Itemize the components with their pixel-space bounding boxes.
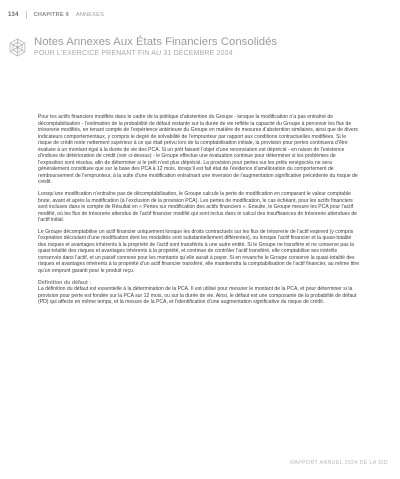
definition-heading: Définition du défaut : — [38, 279, 91, 286]
sid-geometric-logo-icon — [8, 38, 27, 57]
page-subtitle: POUR L’EXERCICE PRENANT FIN AU 31 DÉCEMBRE 2024 — [34, 50, 233, 57]
page-number: 134 — [8, 12, 19, 18]
body-content — [38, 114, 360, 311]
top-bar — [8, 10, 392, 20]
page-title: Notes Annexes Aux États Financiers Consolidés — [34, 36, 278, 48]
paragraph-default-definition: La définition du défaut est essentielle à la détermination de la PCA. Il est utilisé pour mesurer le montant de la PCA, et pour déterminer si la provision pour perte est fondée sur la PCA sur 12 mois, ou sur la durée de vie. Ainsi, le défaut est une composante de la probabilité de défaut (PD) qui affecte en même temps, et la mesure de la PCA, et l’identification d’une augmentation significative du risque de crédit. — [38, 286, 357, 306]
paragraph-forbearance-ecl: Pour les actifs financiers modifiés dans le cadre de la politique d’abstention du Groupe - lorsque la modification n’a pas entraîné de décomptabilisation - l’estimation de la probabilité de défaut restante sur la durée de vie reflète la capacité du Groupe à percevoir les flux de trésorerie modifiés, en tenant compte de l’expérience antérieure du Groupe en matière de mesures d’abstention similaires, ainsi que de divers indicateurs comportementaux, y compris le degré de solvabilité de l’emprunteur par rapport aux conditions contractuelles modifiées. Si le risque de crédit reste nettement supérieur à ce qui était prévu lors de la comptabilisation initiale, la provision pour pertes continuera d’être évaluée à un montant égal à la durée de vie des PCA. Si un prêt faisant l’objet d’une renonciation est déprécié - en raison de l’existence d’indices de détérioration de crédit (voir ci-dessus) - le Groupe effectue une évaluation continue pour déterminer si les problèmes de l’exposition sont résolus, afin de déterminer si le prêt n’est plus déprécié. La provision pour pertes sur les prêts renégociés ne sera généralement constituée que sur la base des PCA à 12 mois, lorsqu’il est fait état de l’évidence d’amélioration du comportement de remboursement de l’emprunteur, à la suite d’une modification entraînant une inversion de l’augmentation significative précédente du risque de crédit. — [38, 114, 358, 186]
document-header — [8, 36, 392, 70]
section-label: ANNEXES — [75, 12, 105, 18]
chapter-label: CHAPITRE 9 — [33, 12, 69, 18]
paragraph-modification-loss: Lorsqu’une modification n’entraîne pas de décomptabilisation, le Groupe calcule la perte de modification en comparant le valeur comptable brute, avant et après la modification (à l’exclusion de la provision PCA). Les pertes de modification, le cas échéant, pour les actifs financiers sont incluses dans le compte de Résultat en « Pertes sur modification des actifs financiers ». Ensuite, le Groupe mesure les PCA pour l’actif modifié, où les flux de trésorerie attendus de l’actif financier modifié qui sont inclus dans le calcul des insuffisances de trésorerie attendues de l’actif initial. — [38, 191, 358, 224]
paragraph-derecognition: Le Groupe décomptabilise un actif financier uniquement lorsque les droits contractuels sur les flux de trésorerie de l’actif expirent (y compris l’expiration découlant d’une modification dont les modalités sont substantiellement différentes), ou lorsque l’actif financier et la quasi-totalité des risques et avantages inhérents à la propriété de l’actif sont transférés à une autre entité. Si le Groupe ne transfère et ne conserve pas la quasi-totalité des risques et avantages inhérents à la propriété, et continue de contrôler l’actif transféré, elle comptabilise ses intérêts conservés dans l’actif, et un passif connexe pour les montants qu’elle aurait à payer. Si en revanche le Groupe conserve la quasi-totalité des risques et avantages inhérents à la propriété d’un actif financier transféré, elle maintiendra la comptabilisation de l’actif financier, au même titre qu’un emprunt garanti pour le produit reçu. — [38, 228, 360, 275]
footer-report-title: RAPPORT ANNUEL 2024 DE LA SID — [290, 460, 388, 466]
header-divider — [26, 11, 27, 19]
